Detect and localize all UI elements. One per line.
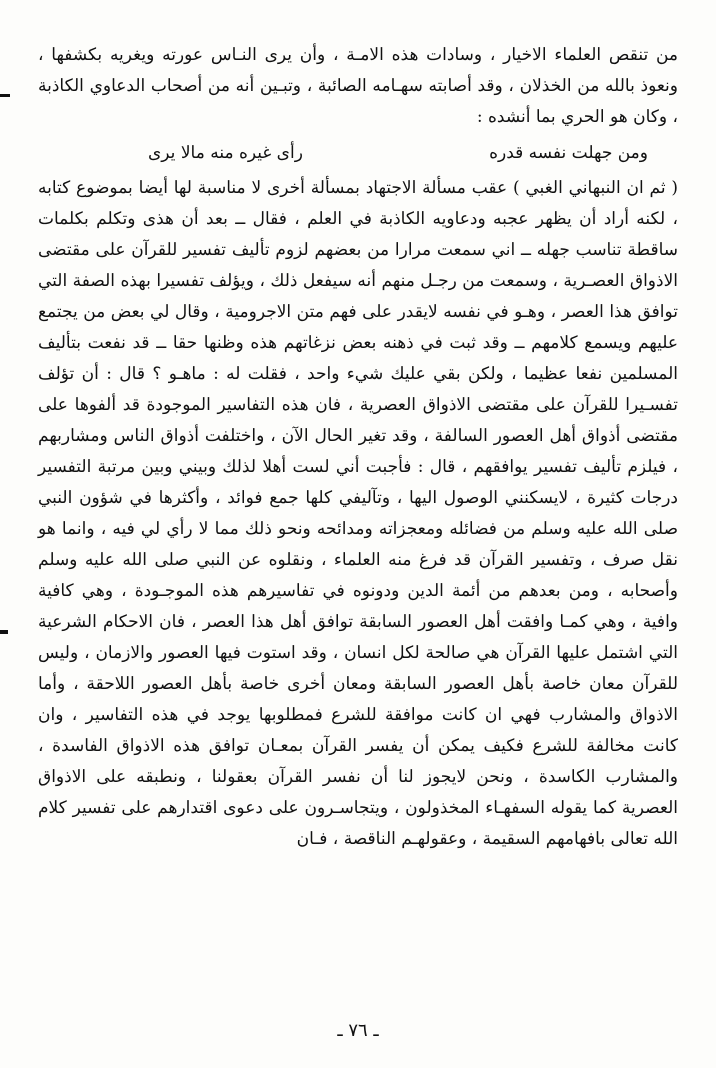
body-text [38,40,678,855]
paragraph-opening: من تنقص العلماء الاخيار ، وسادات هذه الامـة ، وأن يرى النـاس عورته ويغريه بكشفها ، ونعوذ بالله من الخذلان ، وقد أصابته سهـامه الصائبة ، وتبـين أنه من أصحاب الدعاوي الكاذبة ، وكان هو الحري بما أنشده : [38,45,678,127]
margin-mark [0,630,8,634]
page-number: ـ ٧٦ ـ [337,1020,379,1041]
paragraph-main: ( ثم ان النبهاني الغبي ) عقب مسألة الاجتهاد بمسألة أخرى لا مناسبة لها أيضا بموضوع كتابه ، لكنه أراد أن يظهر عجبه ودعاويه الكاذبة في العلم ، فقال ــ بعد أن هذى وتكلم بكلمات ساقطة تناسب جهله ــ اني سمعت مرارا من بعضهم لزوم تأليف تفسير للقرآن على مقتضى الاذواق العصـرية ، وسمعت من رجـل منهم أنه سيفعل ذلك ، ويؤلف تفسيرا بهذه الصفة التي توافق هذا العصر ، وهـو في نفسه لايقدر على فهم متن الاجرومية ، وقال لي بعض من يجتمع عليهم ويسمع كلامهم ــ وقد ثبت في ذهنه بعض نزغاتهم هذه وظنها حقا ــ قد نفعت بتأليف المسلمين نفعا عظيما ، ولكن بقي عليك شيء واحد ، فقلت له : ماهـو ؟ قال : أن تؤلف تفسـيرا للقرآن على مقتضى الاذواق العصرية ، فان هذه التفاسير الموجودة قد ألفوها على مقتضى أذواق أهل العصور السالفة ، وقد تغير الحال الآن ، واختلفت أذواق الناس ومشاربهم ، فيلزم تأليف تفسير يوافقهم ، قال : فأجبت أني لست أهلا لذلك وبيني وبين مرتبة التفسير درجات كثيرة ، لايسكنني الوصول اليها ، وتآليفي كلها جمع فوائد ، وأكثرها في شؤون النبي صلى الله عليه وسلم من فضائله ومعجزاته ومدائحه ونحو ذلك مما لا رأي لي فيه ، وانما هو نقل صرف ، وتفسير القرآن قد فرغ منه العلماء ، ونقلوه عن النبي صلى الله عليه وسلم وأصحابه ، ومن بعدهم من أئمة الدين ودونوه في تفاسيرهم هذه الموجـودة ، وهي كافية وافية ، وهي كمـا وافقت أهل العصور السابقة توافق أهل هذا العصر ، فان الاحكام الشرعية التي اشتمل عليها القرآن هي صالحة لكل انسان ، وقد استوت فيها العصور والازمان ، وليس للقرآن معان خاصة بأهل العصور السابقة ومعان أخرى خاصة بأهل العصور اللاحقة ، وأما الاذواق والمشارب فهي ان كانت موافقة للشرع فمطلوبها يوجد في هذه التفاسير ، وان كانت مخالفة للشرع فكيف يمكن أن يفسر القرآن بمعـان توافق هذه الاذواق الفاسدة ، والمشارب الكاسدة ، ونحن لايجوز لنا أن نفسر القرآن بعقولنا ، ونطبقه على الاذواق العصرية كما يقوله السفهـاء المخذولون ، ويتجاسـرون على دعوى اقتدارهم على تفسير كلام الله تعالى بافهامهم السقيمة ، وعقولهـم الناقصة ، فـان [38,178,678,849]
poetry-verse [38,133,678,173]
verse-second-hemistich: رأى غيره منه مالا يرى [148,143,303,163]
verse-first-hemistich: ومن جهلت نفسه قدره [489,143,648,163]
margin-mark [0,94,10,97]
